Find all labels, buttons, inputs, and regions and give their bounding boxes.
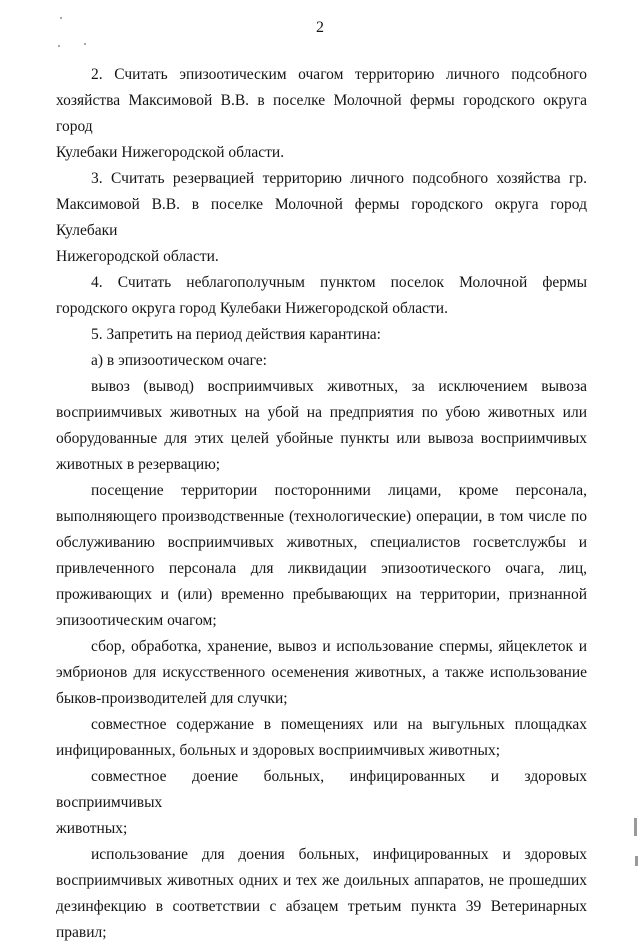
paragraph-line: восприимчивых животных одних и тех же доильных аппаратов, не прошедших: [56, 872, 587, 889]
scan-speck: [84, 43, 86, 45]
page-number: 2: [316, 19, 324, 36]
paragraph-line: вывоз (вывод) восприимчивых животных, за исключением вывоза: [91, 378, 587, 395]
paragraph-line: Нижегородской области.: [56, 248, 219, 265]
paragraph-line: 3. Считать резервацией территорию личного подсобного хозяйства гр.: [91, 170, 587, 187]
paragraph-line: выполняющего производственные (технологические) операции, в том числе по: [56, 508, 587, 525]
paragraph-line: инфицированных, больных и здоровых восприимчивых животных;: [56, 742, 501, 759]
paragraph-line: городского округа город Кулебаки Нижегородской области.: [56, 300, 448, 317]
scan-speck: [58, 45, 60, 47]
paragraph-line: оборудованные для этих целей убойные пункты или вывоза восприимчивых: [56, 430, 587, 447]
paragraph-line: животных;: [56, 820, 128, 837]
scan-edge-mark: [634, 818, 637, 836]
paragraph-line: 5. Запретить на период действия карантина:: [91, 326, 381, 343]
paragraph-line: привлеченного персонала для ликвидации эпизоотического очага, лиц,: [56, 560, 587, 577]
paragraph-line: совместное доение больных, инфицированных и здоровых восприимчивых: [56, 768, 587, 811]
paragraph-line: совместное содержание в помещениях или на выгульных площадках: [91, 716, 587, 733]
document-body: [56, 62, 587, 946]
paragraph-line: хозяйства Максимовой В.В. в поселке Молочной фермы городского округа город: [56, 92, 587, 135]
paragraph-line: восприимчивых животных на убой на предприятия по убою животных или: [56, 404, 587, 421]
paragraph-line: а) в эпизоотическом очаге:: [91, 352, 267, 369]
scan-edge-mark: [635, 856, 638, 866]
paragraph-line: сбор, обработка, хранение, вывоз и использование спермы, яйцеклеток и: [91, 638, 587, 655]
paragraph-line: 2. Считать эпизоотическим очагом территорию личного подсобного: [91, 66, 587, 83]
paragraph-line: дезинфекцию в соответствии с абзацем третьим пункта 39 Ветеринарных правил;: [56, 898, 587, 941]
paragraph-line: быков-производителей для случки;: [56, 690, 288, 707]
paragraph-line: эмбрионов для искусственного осеменения животных, а также использование: [56, 664, 587, 681]
paragraph-line: 4. Считать неблагополучным пунктом поселок Молочной фермы: [91, 274, 587, 291]
paragraph-line: использование для доения больных, инфицированных и здоровых: [91, 846, 587, 863]
paragraph-line: обслуживанию восприимчивых животных, специалистов госветслужбы и: [56, 534, 587, 551]
paragraph-line: Кулебаки Нижегородской области.: [56, 144, 285, 161]
paragraph-line: посещение территории посторонними лицами, кроме персонала,: [91, 482, 587, 499]
paragraph-line: Максимовой В.В. в поселке Молочной фермы городского округа город Кулебаки: [56, 196, 587, 239]
paragraph-line: проживающих и (или) временно пребывающих на территории, признанной: [56, 586, 587, 603]
paragraph-line: эпизоотическим очагом;: [56, 612, 217, 629]
paragraph-line: животных в резервацию;: [56, 456, 221, 473]
